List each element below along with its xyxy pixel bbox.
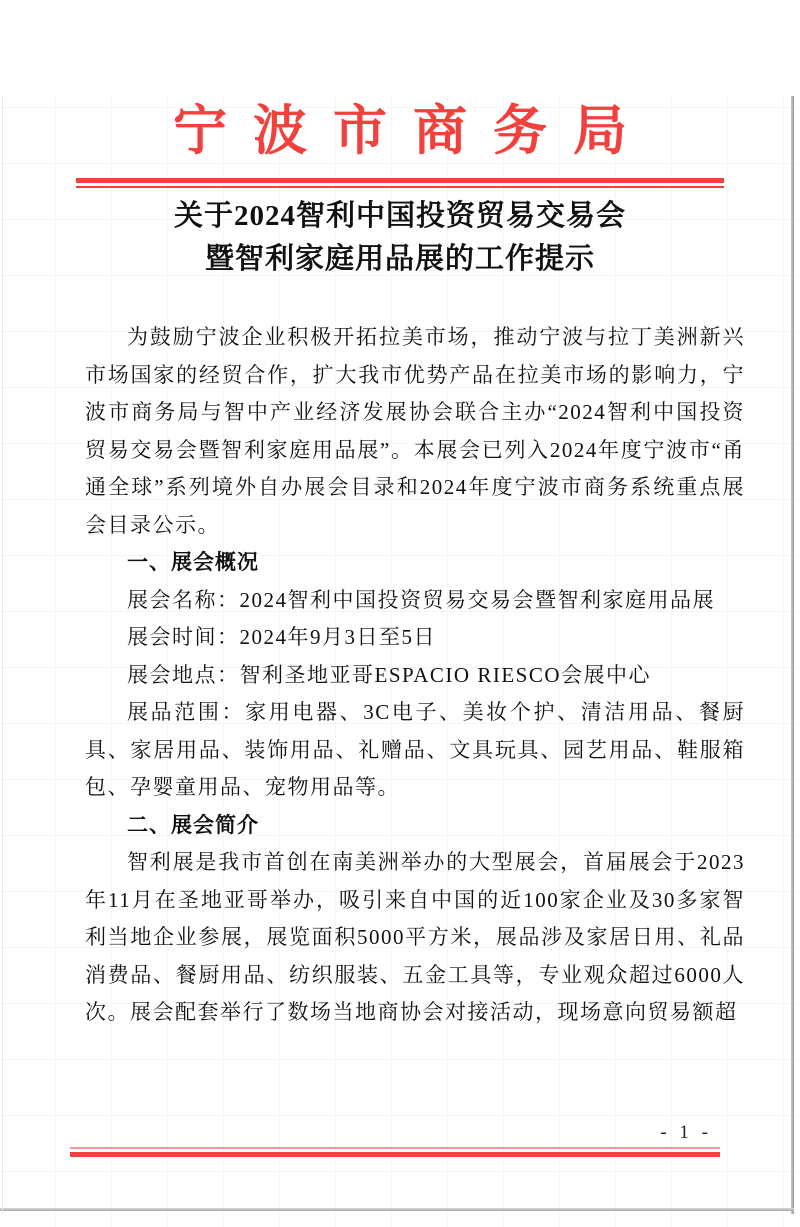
document-title (0, 195, 800, 281)
exhibit-scope-paragraph: 展品范围：家用电器、3C电子、美妆个护、清洁用品、餐厨具、家居用品、装饰用品、礼赠品、文具玩具、园艺用品、鞋服箱包、孕婴童用品、宠物用品等。 (85, 700, 745, 799)
scan-edge-right (791, 96, 794, 1214)
exhibition-date-line: 展会时间：2024年9月3日至5日 (127, 625, 436, 649)
org-name-header: 宁波市商务局 (173, 101, 653, 161)
footer-rule-thick (70, 1152, 720, 1157)
document-body (85, 319, 745, 1032)
document-title-line2: 暨智利家庭用品展的工作提示 (204, 243, 595, 275)
footer-double-rule (70, 1147, 720, 1157)
scan-edge-bottom (0, 1208, 794, 1211)
exhibition-name-line: 展会名称：2024智利中国投资贸易交易会暨智利家庭用品展 (127, 587, 715, 612)
section2-paragraph: 智利展是我市首创在南美洲举办的大型展会，首届展会于2023年11月在圣地亚哥举办，吸引来自中国的近100家企业及30多家智利当地企业参展，展览面积5000平方米，展品涉及家居日用、礼品消费品、餐厨用品、纺织服装、五金工具等，专业观众超过6000人次。展会配套举行了数场当地商协会对接活动，现场意向贸易额超 (85, 850, 745, 1024)
scan-edge-left (2, 96, 3, 1214)
header-rule-thin (76, 186, 724, 188)
document-title-line1: 关于2024智利中国投资贸易交易会 (173, 200, 626, 232)
intro-paragraph: 为鼓励宁波企业积极开拓拉美市场，推动宁波与拉丁美洲新兴市场国家的经贸合作，扩大我市优势产品在拉美市场的影响力，宁波市商务局与智中产业经济发展协会联合主办“2024智利中国投资贸易交易会暨智利家庭用品展”。本展会已列入2024年度宁波市“甬通全球”系列境外自办展会目录和2024年度宁波市商务系统重点展会目录公示。 (85, 325, 745, 537)
page-number: - 1 - (660, 1122, 712, 1143)
header-double-rule (76, 178, 724, 188)
section2-heading: 二、展会简介 (127, 813, 259, 837)
footer-rule-thin (70, 1147, 720, 1149)
section1-heading: 一、展会概况 (127, 551, 259, 574)
exhibition-venue-line: 展会地点：智利圣地亚哥ESPACIO RIESCO会展中心 (127, 662, 652, 687)
document-page (0, 96, 800, 1227)
